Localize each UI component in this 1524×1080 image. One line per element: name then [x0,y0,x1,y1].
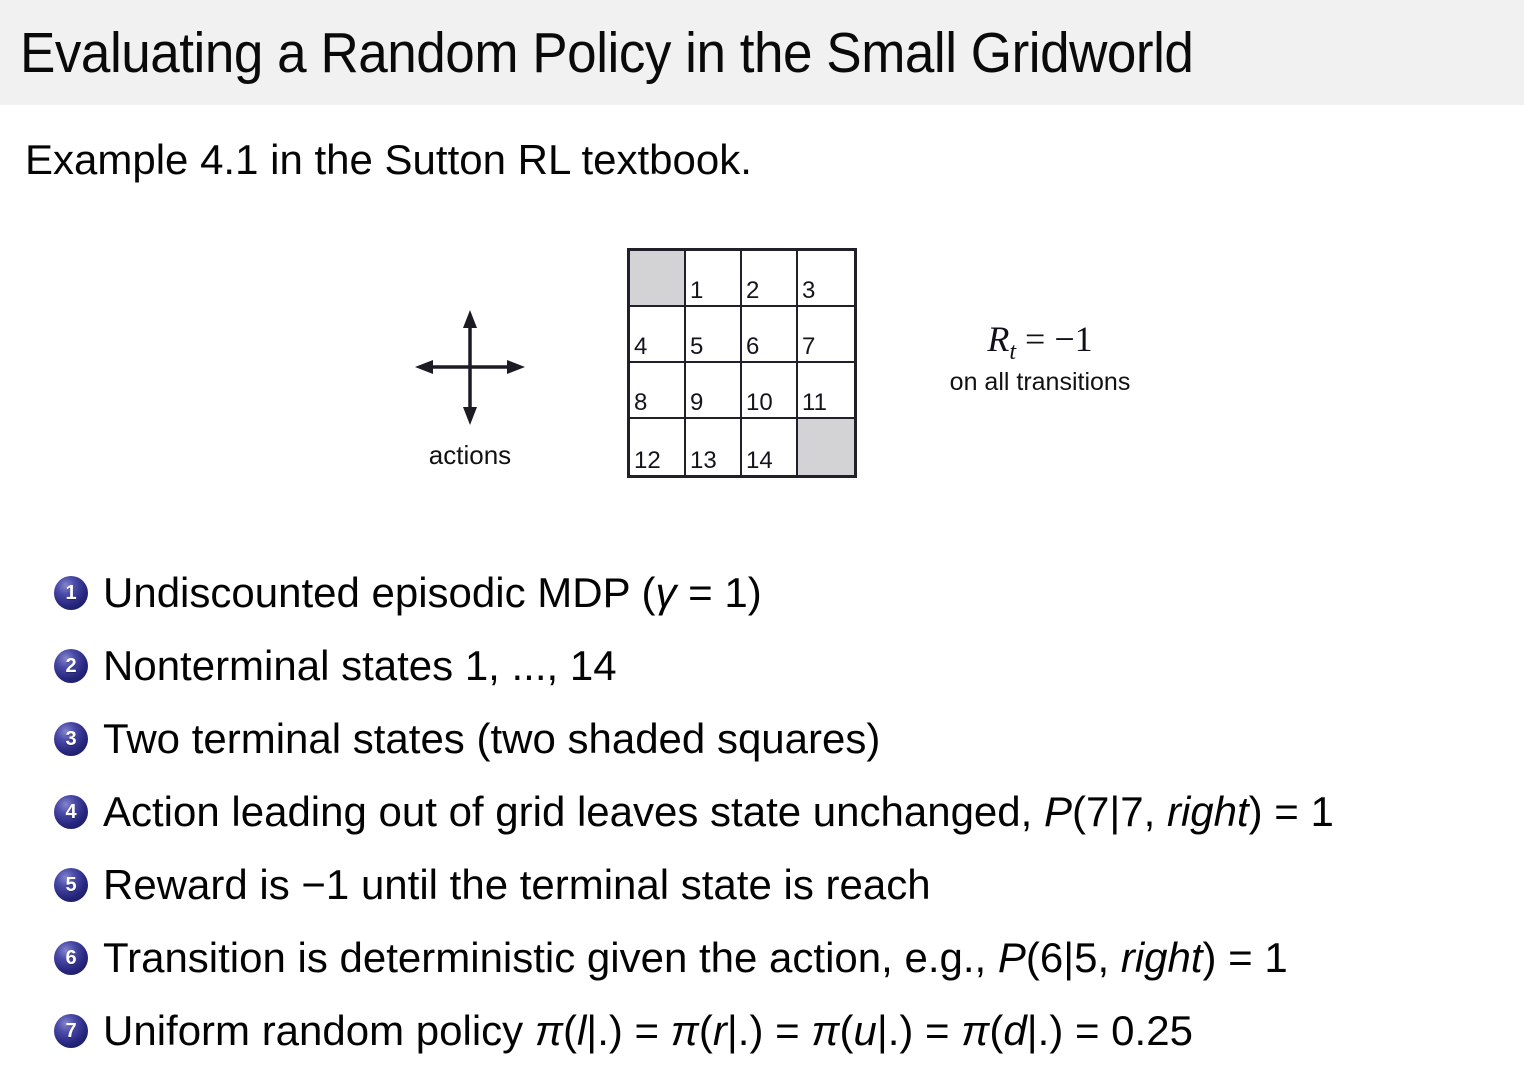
item-number-badge: 3 [54,722,88,756]
grid-cell-number: 7 [802,333,816,360]
grid-cell-number: 11 [802,389,827,416]
item-text: Transition is deterministic given the action, e.g., P(6|5, right) = 1 [103,934,1288,981]
reward-annotation [920,320,1160,397]
reward-subscript: t [1009,339,1017,366]
grid-cell [742,251,798,307]
grid-cell-number: 4 [634,333,648,360]
reward-symbol: R [987,319,1010,359]
grid-terminal-cell [798,419,854,475]
item-number-badge: 2 [54,649,88,683]
grid-cell [798,251,854,307]
list-item [54,1007,1514,1054]
slide-subtitle: Example 4.1 in the Sutton RL textbook. [25,136,752,183]
item-number-badge: 4 [54,795,88,829]
grid-cell [630,363,686,419]
grid-cell-number: 5 [690,333,704,360]
item-number-badge: 1 [54,576,88,610]
item-text: Two terminal states (two shaded squares) [103,715,881,762]
list-item [54,861,1514,908]
grid-cell-number: 14 [746,447,773,474]
grid-cell-number: 13 [690,447,717,474]
grid-cell [742,307,798,363]
item-text: Undiscounted episodic MDP (γ = 1) [103,569,762,616]
slide-title-bar [0,0,1524,105]
grid-cell-number: 12 [634,447,661,474]
list-item [54,934,1514,981]
grid-cell [630,419,686,475]
gridworld-grid [627,248,857,478]
item-text: Reward is −1 until the terminal state is reach [103,861,931,908]
item-number-badge: 6 [54,941,88,975]
item-text: Uniform random policy π(l|.) = π(r|.) = π(u|.) = π(d|.) = 0.25 [103,1007,1193,1054]
grid-cell [630,307,686,363]
reward-formula [920,320,1160,366]
reward-value: = −1 [1016,319,1093,359]
grid-cell-number: 2 [746,277,760,304]
list-item [54,715,1514,762]
grid-cell-number: 1 [690,277,704,304]
actions-cross-icon [403,302,537,432]
page-title: Evaluating a Random Policy in the Small Gridworld [20,20,1194,85]
grid-cell-number: 6 [746,333,760,360]
list-item [54,642,1514,689]
list-item [54,569,1514,616]
grid-cell [686,419,742,475]
grid-cell-number: 8 [634,389,648,416]
grid-cell [686,251,742,307]
grid-cell [798,307,854,363]
grid-cell [686,307,742,363]
grid-cell-number: 10 [746,389,773,416]
reward-caption: on all transitions [949,367,1131,396]
list-item [54,788,1514,835]
grid-cell [798,363,854,419]
item-text: Nonterminal states 1, ..., 14 [103,642,617,689]
item-number-badge: 5 [54,868,88,902]
item-text: Action leading out of grid leaves state unchanged, P(7|7, right) = 1 [103,788,1334,835]
grid-cell-number: 3 [802,277,816,304]
grid-cell [742,363,798,419]
item-number-badge: 7 [54,1014,88,1048]
grid-cell [686,363,742,419]
grid-cell-number: 9 [690,389,704,416]
grid-cell [742,419,798,475]
bullet-list [54,569,1514,1080]
grid-terminal-cell [630,251,686,307]
actions-label: actions [428,440,512,470]
